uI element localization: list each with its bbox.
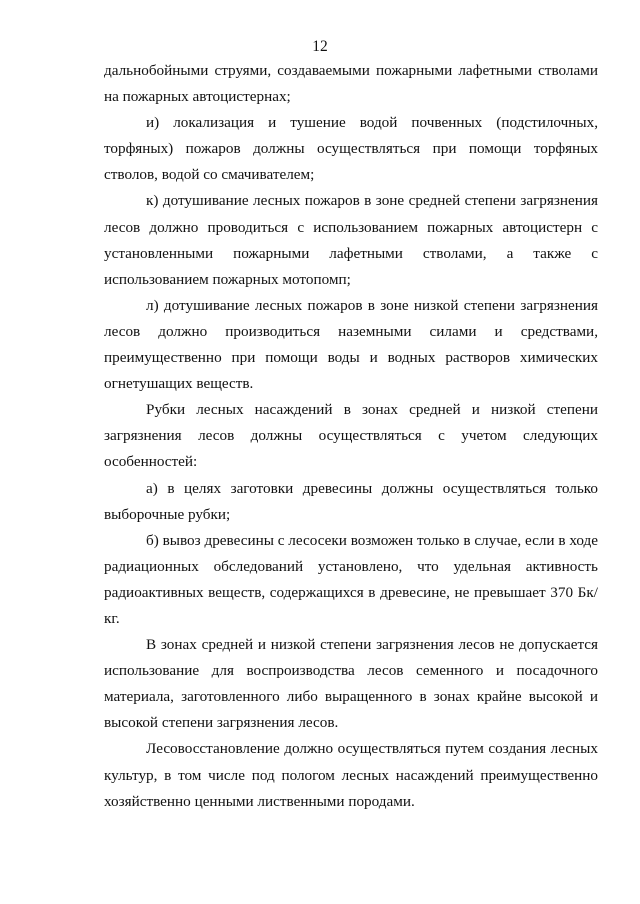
paragraph-item-l: л) дотушивание лесных пожаров в зоне низкой степени загрязнения лесов должно производиться наземными силами и средствами, преимущественно при помощи воды и водных растворов химических огнетушащих веществ. [104,296,598,393]
paragraph-item-k: к) дотушивание лесных пожаров в зоне средней степени загрязнения лесов должно проводиться с использованием пожарных автоцистерн с установленными пожарными лафетными стволами, а также с использованием пожарных мотопомп; [104,192,598,288]
paragraph-continuation: дальнобойными струями, создаваемыми пожарными лафетными стволами на пожарных автоцистернах; [104,62,598,106]
document-body [104,58,598,815]
paragraph-item-i: и) локализация и тушение водой почвенных (подстилочных, торфяных) пожаров должны осуществляться при помощи торфяных стволов, водой со смачивателем; [104,114,598,184]
paragraph-seed-material: В зонах средней и низкой степени загрязнения лесов не допускается использование для воспроизводства лесов семенного и посадочного материала, заготовленного либо выращенного в зонах крайне высокой и высокой степени загрязнения лесов. [104,636,598,732]
paragraph-cutting-intro: Рубки лесных насаждений в зонах средней и низкой степени загрязнения лесов должны осуществляться с учетом следующих особенностей: [104,401,598,471]
paragraph-item-b: б) вывоз древесины с лесосеки возможен только в случае, если в ходе радиационных обследований установлено, что удельная активность радиоактивных веществ, содержащихся в древесине, не превышает 370 Бк/кг. [104,531,598,627]
paragraph-item-a: а) в целях заготовки древесины должны осуществляться только выборочные рубки; [104,479,598,523]
paragraph-reforestation: Лесовосстановление должно осуществляться путем создания лесных культур, в том числе под пологом лесных насаждений преимущественно хозяйственно ценными лиственными породами. [104,740,598,810]
page-number: 12 [312,38,328,55]
